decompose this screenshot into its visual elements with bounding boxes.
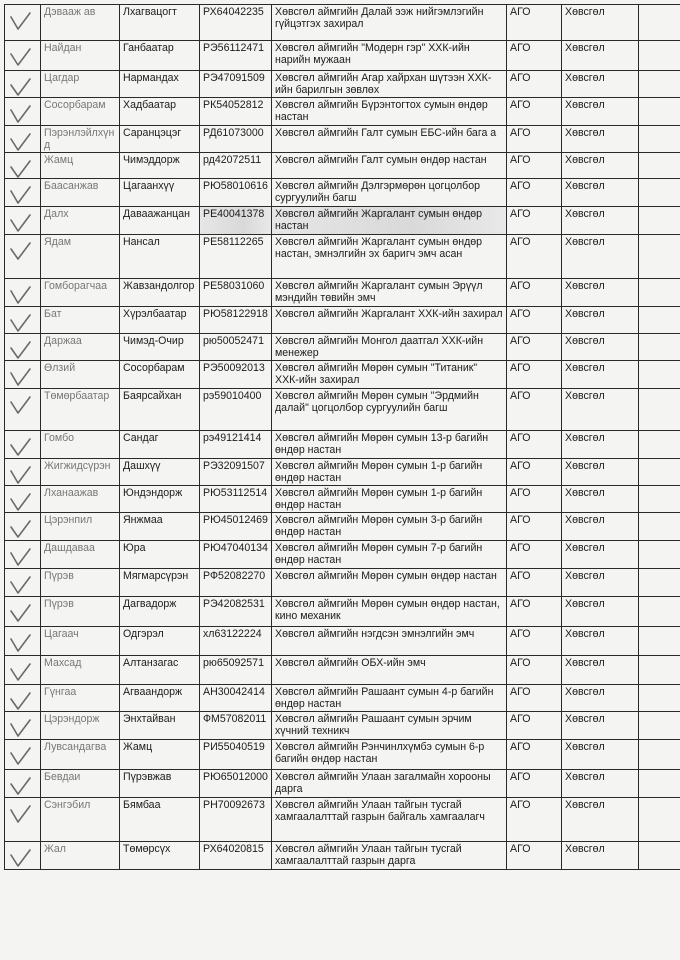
table-row xyxy=(5,568,680,596)
last-name-cell: Гомбо xyxy=(41,430,120,458)
first-name-cell: Хүрэлбаатар xyxy=(120,306,200,333)
checkmark-icon xyxy=(9,848,31,868)
last-name-cell: Лувсандагва xyxy=(41,739,120,769)
last-name-cell: Далх xyxy=(41,206,120,234)
table-row xyxy=(5,206,680,234)
first-name-cell: Дашхүү xyxy=(120,458,200,485)
party-cell: АГО xyxy=(507,178,562,206)
table-row xyxy=(5,41,680,71)
party-cell: АГО xyxy=(507,655,562,684)
register-number-cell: РЮ58122918 xyxy=(200,306,272,333)
checkmark-icon xyxy=(9,519,31,539)
blank-cell xyxy=(639,41,680,71)
register-number-cell: РЭ42082531 xyxy=(200,596,272,626)
province-cell: Хөвсгөл xyxy=(562,360,639,388)
party-cell: АГО xyxy=(507,206,562,234)
first-name-cell: Сандаг xyxy=(120,430,200,458)
check-cell xyxy=(5,711,41,739)
checkmark-icon xyxy=(9,437,31,457)
checkmark-icon xyxy=(9,691,31,711)
checkmark-icon xyxy=(9,662,31,682)
party-cell: АГО xyxy=(507,306,562,333)
blank-cell xyxy=(639,388,680,430)
table-row xyxy=(5,739,680,769)
register-number-cell: РД61073000 xyxy=(200,126,272,153)
last-name-cell: Жал xyxy=(41,841,120,869)
first-name-cell: Нансал xyxy=(120,234,200,278)
check-cell xyxy=(5,739,41,769)
blank-cell xyxy=(639,655,680,684)
register-number-cell: РХ64020815 xyxy=(200,841,272,869)
province-cell: Хөвсгөл xyxy=(562,71,639,98)
table-row xyxy=(5,797,680,841)
blank-cell xyxy=(639,71,680,98)
description-cell: Хөвсгөл аймгийн Рэнчинлхүмбэ сумын 6-р багийн өндөр настан xyxy=(272,739,507,769)
description-cell: Хөвсгөл аймгийн Жаргалант сумын өндөр настан xyxy=(272,206,507,234)
register-number-cell: РЕ58112265 xyxy=(200,234,272,278)
table-row xyxy=(5,306,680,333)
party-cell: АГО xyxy=(507,5,562,41)
province-cell: Хөвсгөл xyxy=(562,5,639,41)
check-cell xyxy=(5,234,41,278)
party-cell: АГО xyxy=(507,540,562,568)
description-cell: Хөвсгөл аймгийн Далай ээж нийгэмлэгийн гүйцэтгэх захирал xyxy=(272,5,507,41)
province-cell: Хөвсгөл xyxy=(562,388,639,430)
description-cell: Хөвсгөл аймгийн Дэлгэрмөрөн цогцолбор сургуулийн багш xyxy=(272,178,507,206)
first-name-cell: Юндэндорж xyxy=(120,485,200,512)
register-number-cell: РЮ53112514 xyxy=(200,485,272,512)
party-cell: АГО xyxy=(507,841,562,869)
check-cell xyxy=(5,512,41,540)
checkmark-icon xyxy=(9,340,31,360)
checkmark-icon xyxy=(9,132,31,152)
checkmark-icon xyxy=(9,285,31,305)
party-cell: АГО xyxy=(507,711,562,739)
blank-cell xyxy=(639,126,680,153)
province-cell: Хөвсгөл xyxy=(562,430,639,458)
party-cell: АГО xyxy=(507,769,562,797)
description-cell: Хөвсгөл аймгийн Мөрөн сумын 3-р багийн өндөр настан xyxy=(272,512,507,540)
party-cell: АГО xyxy=(507,126,562,153)
last-name-cell: Цэрэнпил xyxy=(41,512,120,540)
first-name-cell: Агваандорж xyxy=(120,684,200,711)
checkmark-icon xyxy=(9,185,31,205)
first-name-cell: Одгэрэл xyxy=(120,626,200,655)
blank-cell xyxy=(639,684,680,711)
check-cell xyxy=(5,596,41,626)
register-number-cell: РИ55040519 xyxy=(200,739,272,769)
blank-cell xyxy=(639,626,680,655)
description-cell: Хөвсгөл аймгийн Улаан тайгын тусгай хамгаалалттай газрын байгаль хамгаалагч xyxy=(272,797,507,841)
last-name-cell: Цэрэндорж xyxy=(41,711,120,739)
description-cell: Хөвсгөл аймгийн Мөрөн сумын өндөр настан xyxy=(272,568,507,596)
table-row xyxy=(5,596,680,626)
last-name-cell: Пүрэв xyxy=(41,596,120,626)
check-cell xyxy=(5,841,41,869)
table-row xyxy=(5,769,680,797)
register-number-cell: РЭ47091509 xyxy=(200,71,272,98)
party-cell: АГО xyxy=(507,360,562,388)
last-name-cell: Дашдаваа xyxy=(41,540,120,568)
last-name-cell: Сэнгэбил xyxy=(41,797,120,841)
table-row xyxy=(5,540,680,568)
description-cell: Хөвсгөл аймгийн нэгдсэн эмнэлгийн эмч xyxy=(272,626,507,655)
party-cell: АГО xyxy=(507,512,562,540)
description-cell: Хөвсгөл аймгийн Агар хайрхан шүтээн ХХК-ийн барилгын зөвлөх xyxy=(272,71,507,98)
description-cell: Хөвсгөл аймгийн Жаргалант сумын өндөр настан, эмнэлгийн эх баригч эмч асан xyxy=(272,234,507,278)
province-cell: Хөвсгөл xyxy=(562,797,639,841)
register-number-cell: ФМ57082011 xyxy=(200,711,272,739)
checkmark-icon xyxy=(9,11,31,31)
last-name-cell: Махсад xyxy=(41,655,120,684)
register-number-cell: АН30042414 xyxy=(200,684,272,711)
check-cell xyxy=(5,360,41,388)
checkmark-icon xyxy=(9,575,31,595)
register-number-cell: рэ49121414 xyxy=(200,430,272,458)
check-cell xyxy=(5,333,41,360)
check-cell xyxy=(5,388,41,430)
last-name-cell: Гүнгаа xyxy=(41,684,120,711)
register-number-cell: РЭ32091507 xyxy=(200,458,272,485)
province-cell: Хөвсгөл xyxy=(562,278,639,306)
table-row xyxy=(5,684,680,711)
register-number-cell: РК54052812 xyxy=(200,98,272,126)
check-cell xyxy=(5,5,41,41)
description-cell: Хөвсгөл аймгийн Галт сумын өндөр настан xyxy=(272,152,507,178)
description-cell: Хөвсгөл аймгийн Мөрөн сумын 1-р багийн өндөр настан xyxy=(272,485,507,512)
last-name-cell: Пэрэнлэйлхүнд xyxy=(41,126,120,153)
checkmark-icon xyxy=(9,718,31,738)
register-number-cell: РЭ50092013 xyxy=(200,360,272,388)
last-name-cell: Өлзий xyxy=(41,360,120,388)
blank-cell xyxy=(639,178,680,206)
first-name-cell: Чимэд-Очир xyxy=(120,333,200,360)
description-cell: Хөвсгөл аймгийн Мөрөн сумын 7-р багийн өндөр настан xyxy=(272,540,507,568)
checkmark-icon xyxy=(9,492,31,512)
blank-cell xyxy=(639,596,680,626)
register-number-cell: РЮ58010616 xyxy=(200,178,272,206)
description-cell: Хөвсгөл аймгийн Улаан загалмайн хорооны дарга xyxy=(272,769,507,797)
last-name-cell: Сосорбарам xyxy=(41,98,120,126)
table-row xyxy=(5,126,680,153)
description-cell: Хөвсгөл аймгийн Рашаант сумын 4-р багийн өндөр настан xyxy=(272,684,507,711)
province-cell: Хөвсгөл xyxy=(562,626,639,655)
check-cell xyxy=(5,41,41,71)
first-name-cell: Цагаанхүү xyxy=(120,178,200,206)
first-name-cell: Хадбаатар xyxy=(120,98,200,126)
blank-cell xyxy=(639,841,680,869)
table-row xyxy=(5,152,680,178)
first-name-cell: Юра xyxy=(120,540,200,568)
province-cell: Хөвсгөл xyxy=(562,41,639,71)
register-number-cell: РФ52082270 xyxy=(200,568,272,596)
first-name-cell: Дагвадорж xyxy=(120,596,200,626)
blank-cell xyxy=(639,152,680,178)
registry-table-body xyxy=(5,5,680,870)
blank-cell xyxy=(639,234,680,278)
table-row xyxy=(5,333,680,360)
table-row xyxy=(5,485,680,512)
party-cell: АГО xyxy=(507,739,562,769)
first-name-cell: Алтанзагас xyxy=(120,655,200,684)
first-name-cell: Янжмаа xyxy=(120,512,200,540)
blank-cell xyxy=(639,98,680,126)
party-cell: АГО xyxy=(507,596,562,626)
province-cell: Хөвсгөл xyxy=(562,568,639,596)
last-name-cell: Цагдар xyxy=(41,71,120,98)
party-cell: АГО xyxy=(507,568,562,596)
description-cell: Хөвсгөл аймгийн Улаан тайгын тусгай хамгаалалттай газрын дарга xyxy=(272,841,507,869)
first-name-cell: Жамц xyxy=(120,739,200,769)
blank-cell xyxy=(639,430,680,458)
last-name-cell: Дэвааж ав xyxy=(41,5,120,41)
checkmark-icon xyxy=(9,367,31,387)
province-cell: Хөвсгөл xyxy=(562,769,639,797)
party-cell: АГО xyxy=(507,458,562,485)
last-name-cell: Пүрэв xyxy=(41,568,120,596)
blank-cell xyxy=(639,458,680,485)
checkmark-icon xyxy=(9,241,31,261)
description-cell: Хөвсгөл аймгийн Монгол даатгал ХХК-ийн менежер xyxy=(272,333,507,360)
description-cell: Хөвсгөл аймгийн Галт сумын ЕБС-ийн бага а xyxy=(272,126,507,153)
party-cell: АГО xyxy=(507,278,562,306)
checkmark-icon xyxy=(9,313,31,333)
register-number-cell: РЕ58031060 xyxy=(200,278,272,306)
description-cell: Хөвсгөл аймгийн Мөрөн сумын өндөр настан, кино механик xyxy=(272,596,507,626)
table-row xyxy=(5,458,680,485)
table-row xyxy=(5,360,680,388)
first-name-cell: Төмөрсүх xyxy=(120,841,200,869)
table-row xyxy=(5,512,680,540)
first-name-cell: Нармандах xyxy=(120,71,200,98)
description-cell: Хөвсгөл аймгийн Мөрөн сумын 13-р багийн өндөр настан xyxy=(272,430,507,458)
checkmark-icon xyxy=(9,603,31,623)
province-cell: Хөвсгөл xyxy=(562,178,639,206)
first-name-cell: Жавзандолгор xyxy=(120,278,200,306)
first-name-cell: Сосорбарам xyxy=(120,360,200,388)
register-number-cell: РХ64042235 xyxy=(200,5,272,41)
party-cell: АГО xyxy=(507,626,562,655)
check-cell xyxy=(5,430,41,458)
province-cell: Хөвсгөл xyxy=(562,234,639,278)
description-cell: Хөвсгөл аймгийн Мөрөн сумын 1-р багийн өндөр настан xyxy=(272,458,507,485)
first-name-cell: Ганбаатар xyxy=(120,41,200,71)
description-cell: Хөвсгөл аймгийн Рашаант сумын эрчим хүчний техникч xyxy=(272,711,507,739)
description-cell: Хөвсгөл аймгийн Жаргалант ХХК-ийн захирал xyxy=(272,306,507,333)
first-name-cell: Пүрэвжав xyxy=(120,769,200,797)
table-row xyxy=(5,430,680,458)
checkmark-icon xyxy=(9,77,31,97)
candidate-registry-table xyxy=(4,4,680,870)
blank-cell xyxy=(639,306,680,333)
first-name-cell: Баярсайхан xyxy=(120,388,200,430)
check-cell xyxy=(5,178,41,206)
first-name-cell: Мягмарсүрэн xyxy=(120,568,200,596)
province-cell: Хөвсгөл xyxy=(562,540,639,568)
register-number-cell: РЮ45012469 xyxy=(200,512,272,540)
province-cell: Хөвсгөл xyxy=(562,152,639,178)
table-row xyxy=(5,98,680,126)
table-row xyxy=(5,626,680,655)
province-cell: Хөвсгөл xyxy=(562,655,639,684)
table-row xyxy=(5,71,680,98)
party-cell: АГО xyxy=(507,485,562,512)
last-name-cell: Найдан xyxy=(41,41,120,71)
register-number-cell: РЮ47040134 xyxy=(200,540,272,568)
description-cell: Хөвсгөл аймгийн ОБХ-ийн эмч xyxy=(272,655,507,684)
table-row xyxy=(5,278,680,306)
party-cell: АГО xyxy=(507,797,562,841)
blank-cell xyxy=(639,797,680,841)
check-cell xyxy=(5,797,41,841)
province-cell: Хөвсгөл xyxy=(562,841,639,869)
province-cell: Хөвсгөл xyxy=(562,98,639,126)
table-row xyxy=(5,234,680,278)
blank-cell xyxy=(639,333,680,360)
check-cell xyxy=(5,206,41,234)
table-row xyxy=(5,388,680,430)
last-name-cell: Төмөрбаатар xyxy=(41,388,120,430)
checkmark-icon xyxy=(9,776,31,796)
table-row xyxy=(5,841,680,869)
table-row xyxy=(5,655,680,684)
province-cell: Хөвсгөл xyxy=(562,333,639,360)
description-cell: Хөвсгөл аймгийн Мөрөн сумын "Эрдмийн далай" цогцолбор сургуулийн багш xyxy=(272,388,507,430)
check-cell xyxy=(5,152,41,178)
checkmark-icon xyxy=(9,633,31,653)
province-cell: Хөвсгөл xyxy=(562,739,639,769)
check-cell xyxy=(5,540,41,568)
first-name-cell: Лхагвацогт xyxy=(120,5,200,41)
checkmark-icon xyxy=(9,213,31,233)
blank-cell xyxy=(639,540,680,568)
checkmark-icon xyxy=(9,804,31,824)
check-cell xyxy=(5,98,41,126)
check-cell xyxy=(5,485,41,512)
table-row xyxy=(5,178,680,206)
description-cell: Хөвсгөл аймгийн Бүрэнтогтох сумын өндөр настан xyxy=(272,98,507,126)
last-name-cell: Гомборагчаа xyxy=(41,278,120,306)
register-number-cell: РН70092673 xyxy=(200,797,272,841)
checkmark-icon xyxy=(9,746,31,766)
province-cell: Хөвсгөл xyxy=(562,485,639,512)
province-cell: Хөвсгөл xyxy=(562,458,639,485)
first-name-cell: Саранцэцэг xyxy=(120,126,200,153)
party-cell: АГО xyxy=(507,684,562,711)
register-number-cell: РЕ40041378 xyxy=(200,206,272,234)
register-number-cell: хл63122224 xyxy=(200,626,272,655)
blank-cell xyxy=(639,769,680,797)
check-cell xyxy=(5,306,41,333)
last-name-cell: Баасанжав xyxy=(41,178,120,206)
check-cell xyxy=(5,278,41,306)
last-name-cell: Жамц xyxy=(41,152,120,178)
blank-cell xyxy=(639,485,680,512)
last-name-cell: Ядам xyxy=(41,234,120,278)
last-name-cell: Лханаажав xyxy=(41,485,120,512)
register-number-cell: рю50052471 xyxy=(200,333,272,360)
province-cell: Хөвсгөл xyxy=(562,206,639,234)
checkmark-icon xyxy=(9,465,31,485)
party-cell: АГО xyxy=(507,41,562,71)
blank-cell xyxy=(639,5,680,41)
checkmark-icon xyxy=(9,47,31,67)
checkmark-icon xyxy=(9,547,31,567)
province-cell: Хөвсгөл xyxy=(562,596,639,626)
checkmark-icon xyxy=(9,104,31,124)
check-cell xyxy=(5,684,41,711)
register-number-cell: рю65092571 xyxy=(200,655,272,684)
check-cell xyxy=(5,568,41,596)
table-row xyxy=(5,711,680,739)
register-number-cell: РЮ65012000 xyxy=(200,769,272,797)
check-cell xyxy=(5,71,41,98)
last-name-cell: Бевдаи xyxy=(41,769,120,797)
blank-cell xyxy=(639,512,680,540)
check-cell xyxy=(5,769,41,797)
blank-cell xyxy=(639,568,680,596)
register-number-cell: рэ59010400 xyxy=(200,388,272,430)
description-cell: Хөвсгөл аймгийн Мөрөн сумын "Титаник" ХХК-ийн захирал xyxy=(272,360,507,388)
blank-cell xyxy=(639,711,680,739)
party-cell: АГО xyxy=(507,71,562,98)
first-name-cell: Даваажанцан xyxy=(120,206,200,234)
province-cell: Хөвсгөл xyxy=(562,684,639,711)
checkmark-icon xyxy=(9,395,31,415)
checkmark-icon xyxy=(9,159,31,179)
party-cell: АГО xyxy=(507,388,562,430)
blank-cell xyxy=(639,360,680,388)
blank-cell xyxy=(639,206,680,234)
description-cell: Хөвсгөл аймгийн "Модерн гэр" ХХК-ийн нарийн мужаан xyxy=(272,41,507,71)
last-name-cell: Бат xyxy=(41,306,120,333)
party-cell: АГО xyxy=(507,152,562,178)
register-number-cell: рд42072511 xyxy=(200,152,272,178)
blank-cell xyxy=(639,278,680,306)
province-cell: Хөвсгөл xyxy=(562,306,639,333)
check-cell xyxy=(5,655,41,684)
first-name-cell: Чимэддорж xyxy=(120,152,200,178)
party-cell: АГО xyxy=(507,98,562,126)
province-cell: Хөвсгөл xyxy=(562,711,639,739)
check-cell xyxy=(5,626,41,655)
party-cell: АГО xyxy=(507,333,562,360)
party-cell: АГО xyxy=(507,234,562,278)
table-row xyxy=(5,5,680,41)
province-cell: Хөвсгөл xyxy=(562,512,639,540)
first-name-cell: Энхтайван xyxy=(120,711,200,739)
blank-cell xyxy=(639,739,680,769)
last-name-cell: Цагаач xyxy=(41,626,120,655)
last-name-cell: Жигжидсүрэн xyxy=(41,458,120,485)
description-cell: Хөвсгөл аймгийн Жаргалант сумын Эрүүл мэндийн төвийн эмч xyxy=(272,278,507,306)
party-cell: АГО xyxy=(507,430,562,458)
check-cell xyxy=(5,126,41,153)
first-name-cell: Бямбаа xyxy=(120,797,200,841)
register-number-cell: РЭ56112471 xyxy=(200,41,272,71)
province-cell: Хөвсгөл xyxy=(562,126,639,153)
last-name-cell: Даржаа xyxy=(41,333,120,360)
check-cell xyxy=(5,458,41,485)
